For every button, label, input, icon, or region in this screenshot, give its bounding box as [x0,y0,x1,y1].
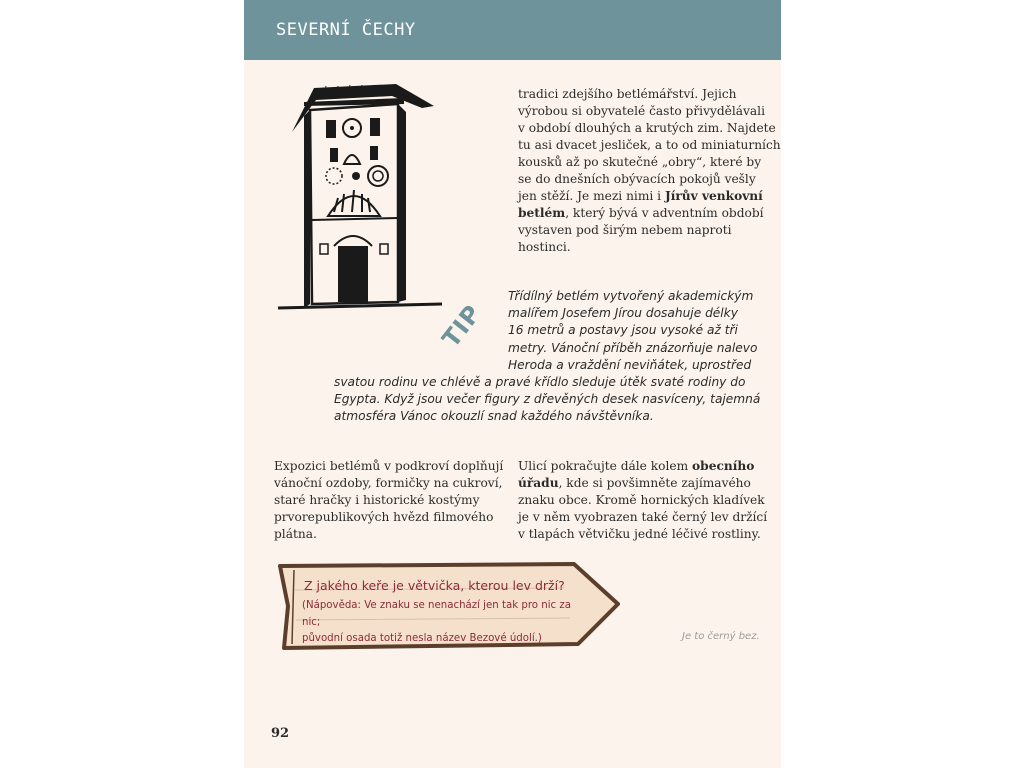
text-line: tradici zdejšího betlémářství. Jejich [518,87,737,101]
quiz-answer: Je to černý bez. [682,631,760,642]
tip-paragraph-upper [508,288,757,374]
book-page [244,0,781,768]
text-line: výrobou si obyvatelé často přivydělávali [518,104,765,118]
text-line: vystaven pod širým nebem naproti [518,223,732,237]
text-line: plátna. [274,527,317,541]
bold-fragment: betlém [518,206,566,220]
tip-line: Třídílný betlém vytvořený akademickým [508,289,754,303]
page-number: 92 [271,726,290,741]
bold-fragment: Jírův venkovní [664,189,763,203]
text-fragment: , kde si povšimněte zajímavého [558,476,751,490]
text-line: Expozici betlémů v podkroví doplňují [274,459,504,473]
tip-line: Heroda a vraždění neviňátek, uprostřed [508,357,752,372]
text-line: v období dlouhých a krutých zim. Najdete [518,121,776,135]
text-fragment: Ulicí pokračujte dále kolem [518,459,693,473]
text-line: hostinci. [518,240,571,254]
text-line: v tlapách větvičku jedné léčivé rostliny. [518,527,761,541]
text-line: prvorepublikových hvězd filmového [274,510,494,524]
hint-line: (Nápověda: Ve znaku se nenachází jen tak pro nic za nic; [302,600,571,628]
tip-paragraph-lower [334,374,760,426]
tip-label: TIP [436,299,488,353]
tip-line: atmosféra Vánoc okouzlí snad každého návštěvníka. [334,409,654,424]
tip-line: metry. Vánoční příběh znázorňuje nalevo [508,340,758,355]
text-fragment: , který bývá v adventním období [565,206,764,220]
tip-line: malířem Josefem Jírou dosahuje délky [508,306,738,321]
text-line: znaku obce. Kromě hornických kladívek [518,493,765,507]
text-line: vánoční ozdoby, formičky na cukroví, [274,476,503,490]
text-line: staré hračky i historické kostýmy [274,493,480,507]
chapter-title: SEVERNÍ ČECHY [276,20,416,40]
text-line: je v něm vyobrazen také černý lev držící [518,510,768,524]
text-line: kousků až po skutečné „obry“, které by [518,155,762,169]
tip-line: Egypta. Když jsou večer figury z dřevěných desek nasvíceny, tajemná [334,392,761,407]
bold-fragment: obecního [692,459,755,473]
text-line: tu asi dvacet jesliček, a to od miniaturních [518,138,781,152]
left-column-paragraph [274,458,503,543]
chapter-header [244,0,781,60]
intro-paragraph [518,86,781,256]
text-line: se do dnešních obývacích pokojů vešly [518,172,756,186]
right-column-paragraph [518,458,767,543]
text-fragment: jen stěží. Je mezi nimi i [518,189,665,203]
hint-line: původní osada totiž nesla název Bezové údolí.) [302,633,542,644]
tip-line: 16 metrů a postavy jsou vysoké až tři [508,323,738,338]
bold-fragment: úřadu [518,476,559,490]
quiz-question: Z jakého keře je větvička, kterou lev drží? [304,578,565,593]
bell-tower-illustration [274,76,444,312]
tip-line: svatou rodinu ve chlévě a pravé křídlo sleduje útěk svaté rodiny do [334,375,746,389]
quiz-hint [302,598,592,648]
